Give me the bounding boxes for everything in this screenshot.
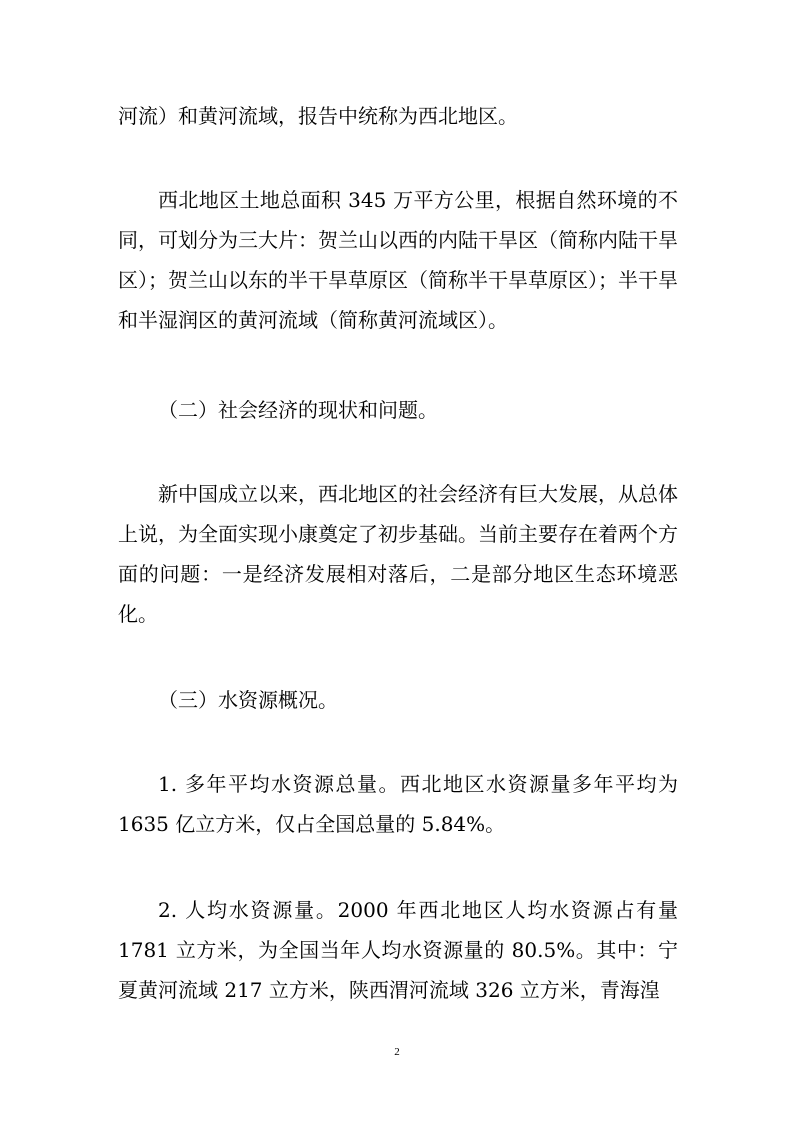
- paragraph-per-capita-water: 2. 人均水资源量。2000 年西北地区人均水资源占有量 1781 立方米，为全国当年人均水资源量的 80.5%。其中：宁夏黄河流域 217 立方米，陕西渭河流域 326 立方米，青海湟: [118, 898, 678, 1002]
- paragraph-total-water: 1. 多年平均水资源总量。西北地区水资源量多年平均为 1635 亿立方米，仅占全国总量的 5.84%。: [118, 772, 678, 836]
- paragraph-land-area: 西北地区土地总面积 345 万平方公里，根据自然环境的不同，可划分为三大片：贺兰山以西的内陆干旱区（简称内陆干旱区）；贺兰山以东的半干旱草原区（简称半干旱草原区）；半干旱和半湿润区的黄河流域（简称黄河流域区）。: [118, 188, 678, 332]
- section-heading-socioeconomic: （二）社会经济的现状和问题。: [158, 398, 438, 422]
- section-heading-water-resources: （三）水资源概况。: [158, 688, 338, 712]
- page-number: 2: [394, 1046, 400, 1058]
- paragraph-continuation: 河流）和黄河流域，报告中统称为西北地区。: [118, 104, 518, 128]
- paragraph-socioeconomic: 新中国成立以来，西北地区的社会经济有巨大发展，从总体上说，为全面实现小康奠定了初步基础。当前主要存在着两个方面的问题：一是经济发展相对落后，二是部分地区生态环境恶化。: [118, 482, 678, 626]
